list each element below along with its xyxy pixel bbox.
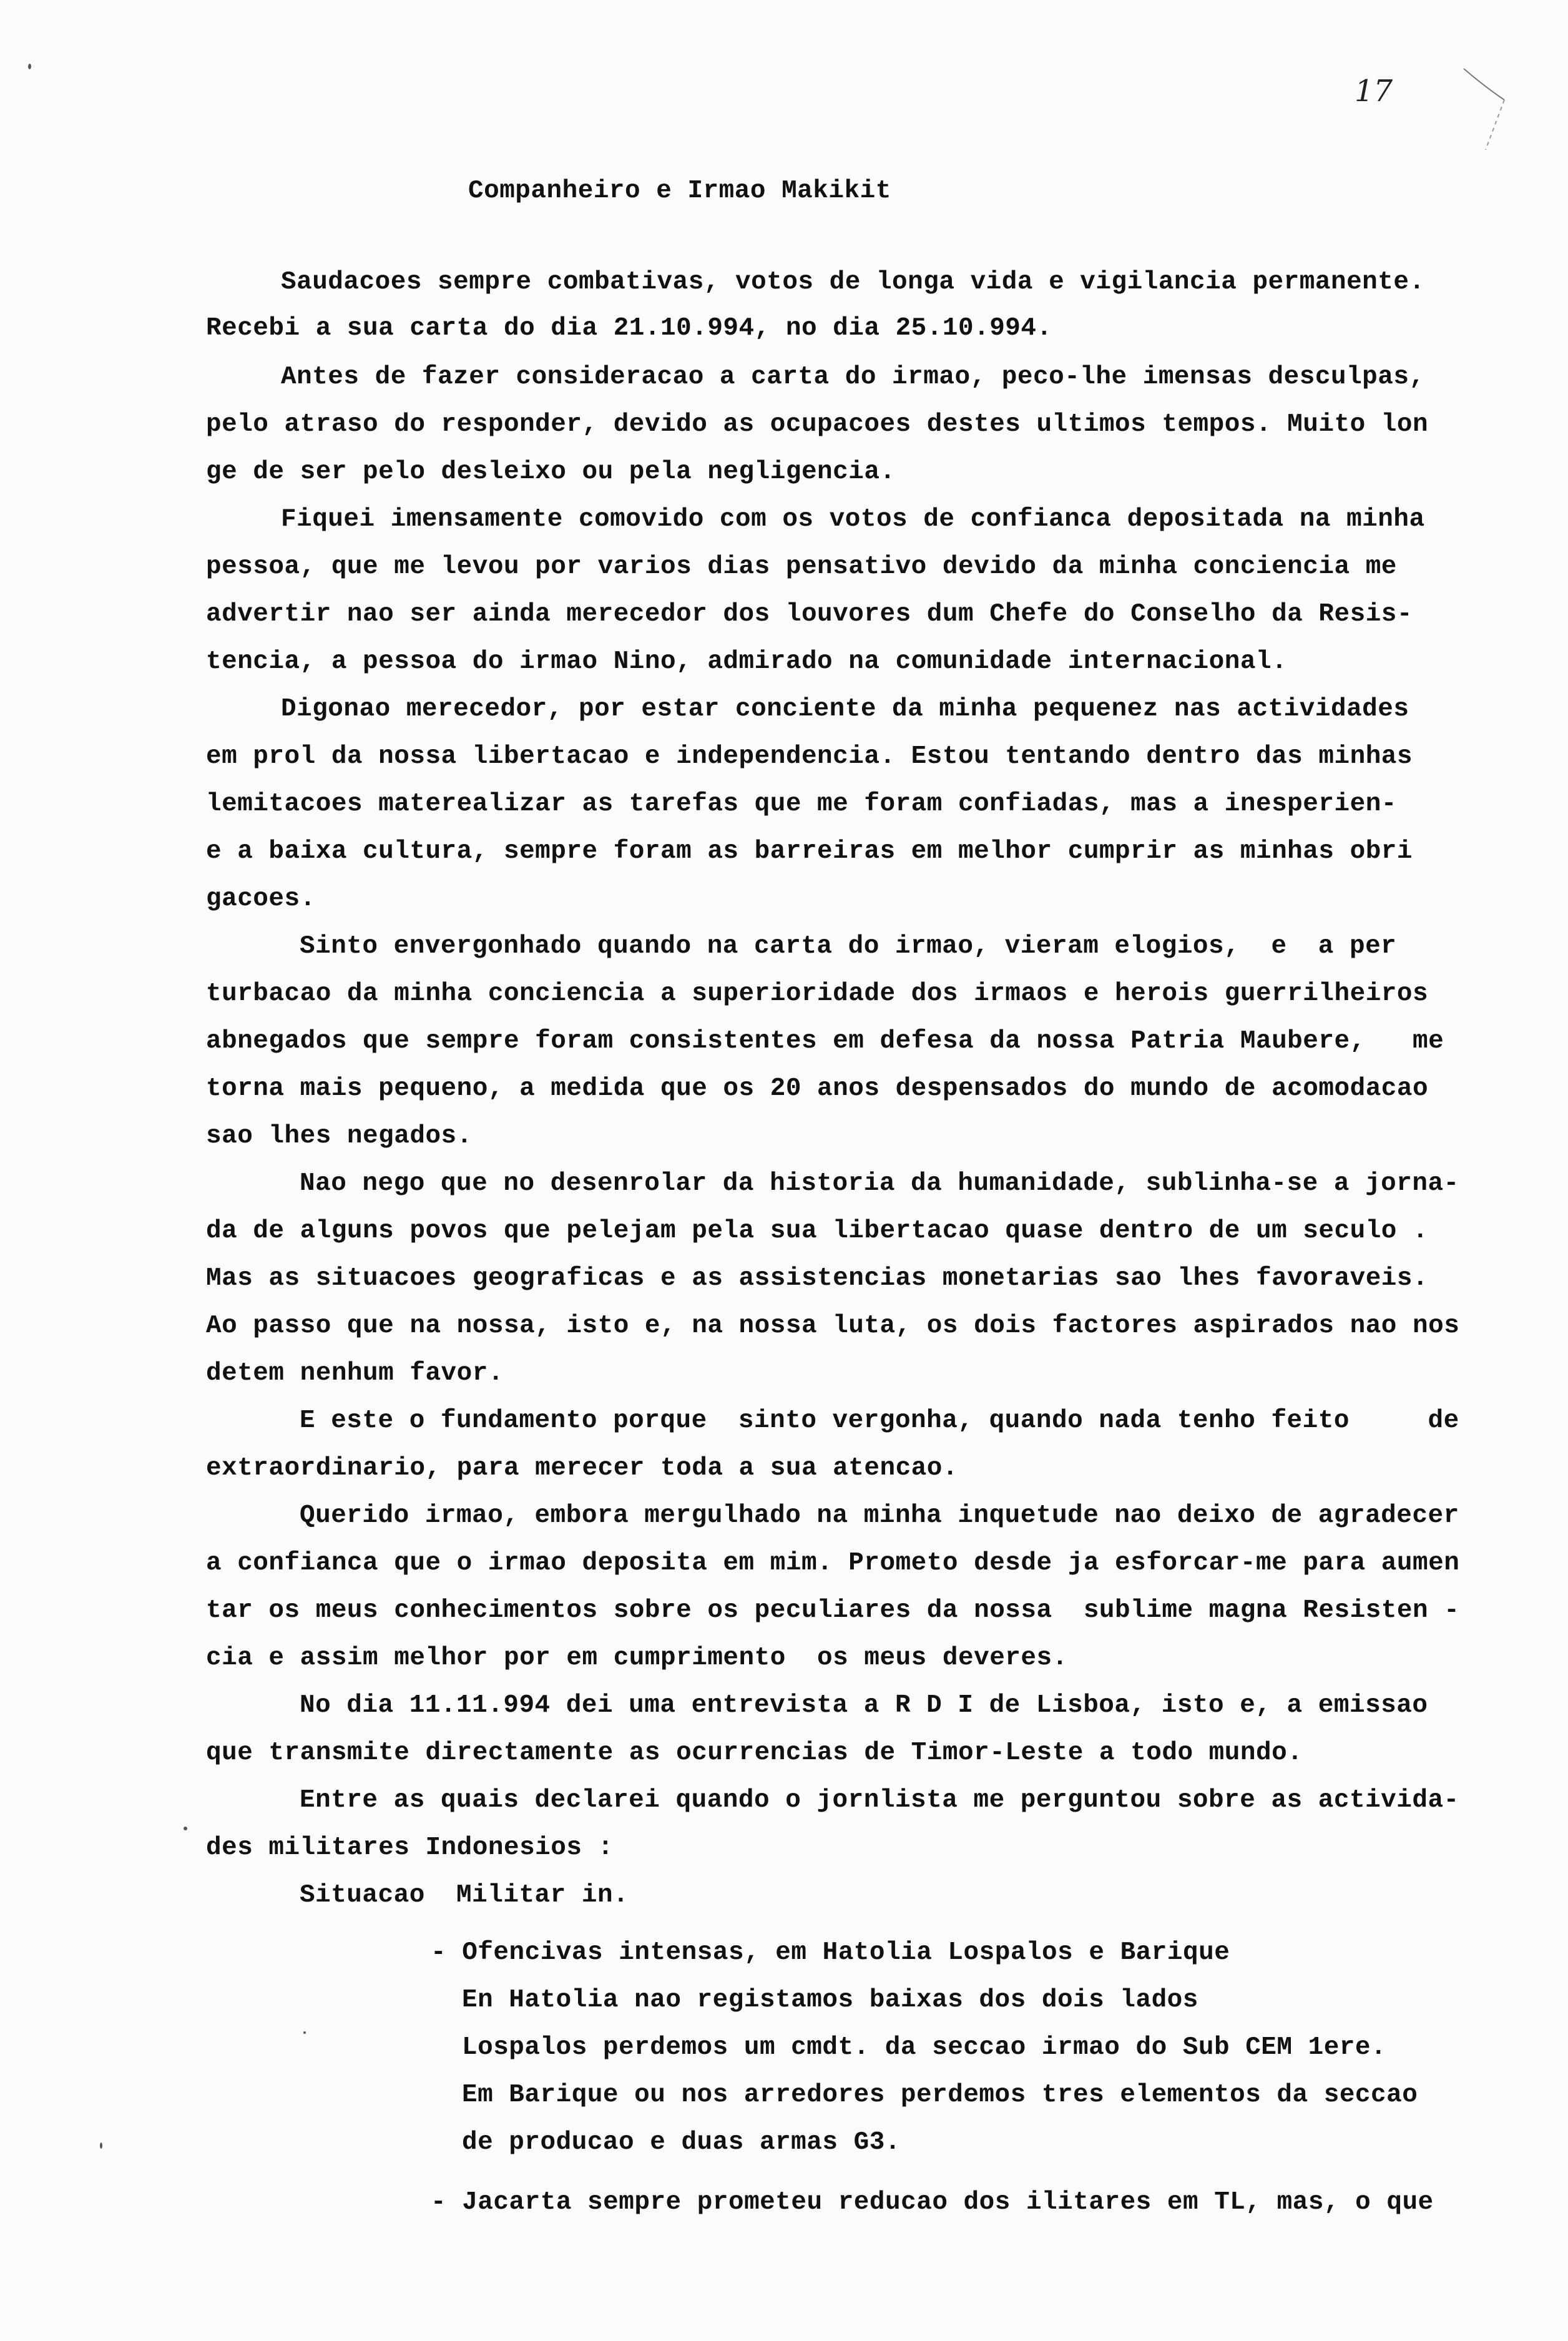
list-item-detail: Lospalos perdemos um cmdt. da seccao irmao do Sub CEM 1ere.	[462, 2033, 1387, 2062]
list-item-detail: Em Barique ou nos arredores perdemos tres elementos da seccao	[462, 2081, 1418, 2109]
body-line: turbacao da minha conciencia a superioridade dos irmaos e herois guerrilheiros	[206, 979, 1429, 1008]
body-line: Antes de fazer consideracao a carta do irmao, peco-lhe imensas desculpas,	[281, 363, 1425, 391]
body-line: gacoes.	[206, 885, 316, 913]
body-line: Fiquei imensamente comovido com os votos de confianca depositada na minha	[281, 505, 1425, 534]
body-line: abnegados que sempre foram consistentes em defesa da nossa Patria Maubere, me	[206, 1027, 1444, 1056]
body-line: Entre as quais declarei quando o jornlista me perguntou sobre as activida-	[300, 1786, 1459, 1815]
list-item: - Jacarta sempre prometeu reducao dos ilitares em TL, mas, o que	[431, 2188, 1434, 2217]
body-line: Saudacoes sempre combativas, votos de longa vida e vigilancia permanente.	[281, 268, 1425, 297]
body-line: lemitacoes materealizar as tarefas que me foram confiadas, mas a inesperien-	[206, 790, 1397, 818]
body-line: torna mais pequeno, a medida que os 20 anos despensados do mundo de acomodacao	[206, 1074, 1429, 1103]
body-line: Recebi a sua carta do dia 21.10.994, no dia 25.10.994.	[206, 314, 1052, 343]
speck-mark	[184, 1827, 187, 1830]
body-line: ge de ser pelo desleixo ou pela negligencia.	[206, 458, 896, 486]
body-line: da de alguns povos que pelejam pela sua libertacao quase dentro de um seculo .	[206, 1217, 1429, 1245]
body-line: No dia 11.11.994 dei uma entrevista a R D I de Lisboa, isto e, a emissao	[300, 1691, 1428, 1720]
list-item: - Ofencivas intensas, em Hatolia Lospalos e Barique	[431, 1938, 1230, 1967]
body-line: Sinto envergonhado quando na carta do irmao, vieram elogios, e a per	[300, 932, 1397, 961]
body-line: pessoa, que me levou por varios dias pensativo devido da minha conciencia me	[206, 552, 1397, 581]
body-line: Nao nego que no desenrolar da historia da humanidade, sublinha-se a jorna-	[300, 1169, 1459, 1198]
list-item-detail: En Hatolia nao registamos baixas dos dois lados	[462, 1986, 1198, 2015]
body-line: a confianca que o irmao deposita em mim. Prometo desde ja esforcar-me para aumen	[206, 1549, 1460, 1578]
body-line: tar os meus conhecimentos sobre os peculiares da nossa sublime magna Resisten -	[206, 1596, 1460, 1625]
body-line: que transmite directamente as ocurrencias de Timor-Leste a todo mundo.	[206, 1739, 1303, 1767]
list-item-detail: de producao e duas armas G3.	[462, 2128, 901, 2157]
body-line: advertir nao ser ainda merecedor dos louvores dum Chefe do Conselho da Resis-	[206, 600, 1413, 629]
body-line: pelo atraso do responder, devido as ocupacoes destes ultimos tempos. Muito lon	[206, 410, 1429, 439]
page-number: 17	[1355, 74, 1393, 109]
body-line: sao lhes negados.	[206, 1122, 473, 1151]
speck-mark	[100, 2142, 102, 2149]
body-line: Ao passo que na nossa, isto e, na nossa luta, os dois factores aspirados nao nos	[206, 1312, 1460, 1340]
body-line: Digonao merecedor, por estar conciente da minha pequenez nas actividades	[281, 695, 1409, 724]
corner-fold-mark	[1461, 62, 1511, 156]
body-line: detem nenhum favor.	[206, 1359, 504, 1388]
body-line: des militares Indonesios :	[206, 1833, 614, 1862]
body-line: em prol da nossa libertacao e independencia. Estou tentando dentro das minhas	[206, 742, 1413, 771]
body-line: cia e assim melhor por em cumprimento os meus deveres.	[206, 1644, 1068, 1672]
body-line: E este o fundamento porque sinto vergonha, quando nada tenho feito de	[300, 1406, 1459, 1435]
speck-mark	[28, 64, 31, 69]
body-line: Querido irmao, embora mergulhado na minha inquetude nao deixo de agradecer	[300, 1501, 1459, 1530]
speck-mark	[303, 2031, 306, 2034]
body-line: tencia, a pessoa do irmao Nino, admirado na comunidade internacional.	[206, 647, 1288, 676]
body-line: Mas as situacoes geograficas e as assistencias monetarias sao lhes favoraveis.	[206, 1264, 1429, 1293]
letter-title: Companheiro e Irmao Makikit	[468, 177, 891, 205]
body-line: e a baixa cultura, sempre foram as barreiras em melhor cumprir as minhas obri	[206, 837, 1413, 866]
body-line: extraordinario, para merecer toda a sua atencao.	[206, 1454, 958, 1483]
section-heading: Situacao Militar in.	[300, 1881, 629, 1910]
